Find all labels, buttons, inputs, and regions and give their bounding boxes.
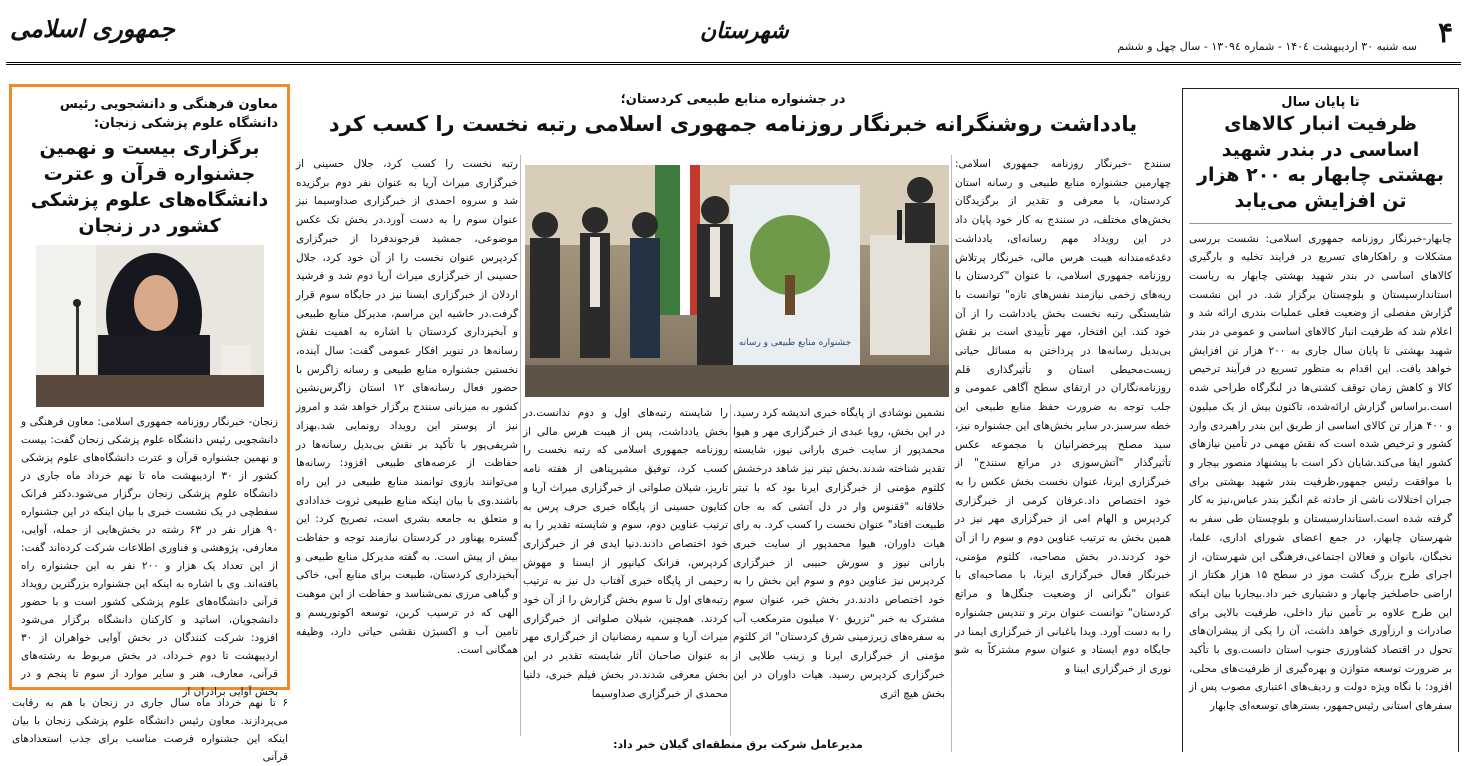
page-number: ۴ bbox=[1437, 16, 1453, 49]
right-article-headline: ظرفیت انبار کالاهای اساسی در بندر شهید بهشتی چابهار به ۲۰۰ هزار تن افزایش می‌یابد bbox=[1197, 113, 1444, 212]
center-article-column-2: نشمین نوشادی از پایگاه خبری اندیشه کرد رسید. در این بخش، رویا عبدی از خبرگزاری مهر و هیوا محمدپور از سایت خبری بارانی نیوز، شایسته تقدیر شناخته شدند.بخش تیتر نیز شاهد درخشش کلثوم مؤمنی از خبرگزاری ایرنا بود که با تیتر خلاقانه "ققنوس وار در دل آتشی که به جان طبیعت افتاد" عنوان نخست را کسب کرد. به رای هیات داوران، هیوا محمدپور از سایت خبری بارانی نیوز و سورش حبیبی از خبرگزاری کردپرس نیز عناوین دوم و سوم این بخش را به خود اختصاص دادند.در بخش خبر، عنوان سوم مشترک به خبر "تزریق ۷۰ میلیون مترمکعب آب به سفره‌های زیرزمینی شرق کردستان" اثر کلثوم مؤمنی از خبرگزاری ایرنا و زینب طلایی از خبرگزاری کردپرس رسید. هیات داوران در این بخش هیچ اثری bbox=[733, 407, 945, 700]
portrait-photo bbox=[36, 245, 264, 407]
center-article-column-1: سنندج -خبرنگار روزنامه جمهوری اسلامی: چهارمین جشنواره منابع طبیعی و رسانه استان کردستان، با معرفی و تقدیر از برگزیدگان بخش‌های مختلف، در سنندج به کار خود پایان داد در این رویداد مهم رسانه‌ای، یادداشت دغدغه‌مندانه هیبت هرس مالی، خبرنگار پرتلاش روزنامه جمهوری اسلامی، با عنوان "کردستان با ریه‌های زخمی نیازمند نفس‌های تازه" توانست با شایستگی رتبه نخست بخش یادداشت را از آن خود کند. این افتخار، مهر تأییدی است بر نقش بی‌بدیل رسانه‌ها در پرداختن به مسائل حیاتی زیست‌محیطی استان و تأثیرگذاری قلم روزنامه‌نگاران در ارتقای سطح آگاهی عمومی و جلب توجه به ضرورت حفظ منابع طبیعی این خطه سرسبز.در سایر بخش‌های این جشنواره نیز، سید مصلح پیرخضرانیان با مجموعه عکس تأثیرگذار "آتش‌سوزی در مراتع سنندج" از خبرگزاری ایرنا، عنوان نخست بخش عکس را به خود اختصاص داد.عرفان کرمی از خبرگزاری کردپرس و الهام امی از خبرگزاری مهر نیز در همین بخش به ترتیب عناوین دوم و سوم را از آن خود کردند.در بخش مصاحبه، کلثوم مؤمنی، خبرنگار فعال خبرگزاری ایرنا، با مصاحبه‌ای با عنوان "نگرانی از وضعیت جنگل‌ها و مراتع کردستان" توانست عنوان برتر و تندیس جشنواره را به دست آورد. ویدا باغبانی از خبرگزاری ایمنا در جایگاه دوم ایستاد و عنوان سوم مشترکاً به شو نوری از خبرگزاری ایبنا و bbox=[955, 158, 1171, 675]
left-article-body: زنجان- خبرنگار روزنامه جمهوری اسلامی: معاون فرهنگی و دانشجویی رئیس دانشگاه علوم پزشکی زنجان گفت: بیست و نهمین جشنواره قرآن و عترت دانشگاه‌های علوم پزشکی کشور از ۳۰ اردیبهشت ماه تا نهم خرداد ماه جاری در دانشگاه علوم پزشکی زنجان برگزار می‌شود.دکتر فرانک سفطچی در یک نشست خبری با بیان اینکه در این جشنواره ۹۰ هزار نفر در ۶۳ رشته در بخش‌هایی از جمله، آوایی، معارفی، پژوهشی و فناوری اطلاعات شرکت کرده‌اند گفت: از این تعداد یک هزار و ۲۰۰ نفر به این جشنواره راه یافته‌اند. وی با اشاره به اینکه این جشنواره بزرگترین رویداد قرآنی دانشگاه‌های علوم پزشکی کشور است و با حضور دانشجویان، اساتید و کارکنان دانشگاه برگزار می‌شود افزود: شرکت کنندگان در بخش آوایی خواهران از ۳۰ اردیبهشت تا دوم خـرداد، در بخش مربوط به رشته‌های قرآنی، معارف، هنر و سایر موارد از سوم تا پنجم و در بخش آوایی برادران از bbox=[21, 416, 278, 698]
left-boxed-article bbox=[9, 84, 290, 698]
bottom-article-subhead: مدیرعامل شرکت برق منطقه‌ای گیلان خبر داد: bbox=[613, 738, 863, 751]
column-divider bbox=[951, 155, 952, 752]
center-article-supertitle: در جشنواره منابع طبیعی کردستان؛ bbox=[620, 92, 846, 107]
column-divider bbox=[520, 155, 521, 736]
left-article-supertitle: معاون فرهنگی و دانشجویی رئیس دانشگاه علوم پزشکی زنجان: bbox=[59, 97, 278, 131]
divider bbox=[1189, 223, 1452, 224]
right-article-body: چابهار-خبرنگار روزنامه جمهوری اسلامی: نشست بررسی مشکلات و راهکارهای تسریع در فرایند تخلیه و بارگیری کالاهای اساسی در بندر شهید بهشتی چابهار به ریاست استاندارسیستان و بلوچستان برگزار شد. در این نشست گزارش مفصلی از وضعیت فعلی عملیات بندری ارائه شد و اعلام شد که ظرفیت انبار کالاهای اساسی و عمومی در بندر شهید بهشتی تا پایان سال جاری به ۲۰۰ هزار تن افزایش خواهد یافت. این اقدام به منظور تسریع در فرآیند ترخیص کالا و کاهش زمان توقف کشتی‌ها در لنگرگاه طراحی شده است.براساس گزارش ارائه‌شده، تاکنون بیش از یک میلیون و ۴۰۰ هزار تن کالای اساسی از طریق این بندر راهبردی وارد کشور و ترخیص شده است که نقش مهمی در تأمین نیازهای کشور ایفا می‌کند.شایان ذکر است با پیشنهاد منصور بیجار و با موافقت رئیس جمهور،ظرفیت بندر شهید بهشتی برای جبران اختلالات ناشی از حادثه غم انگیز بندر عباس،نیز به کار گرفته شده است.استاندارسیستان و بلوچستان طی سفر به شهرستان چابهار، در جمع اعضای شورای اداری، علما، نخبگان، بانوان و فعالان اجتماعی،فرهنگی این شهرستان، از اجرای طرح بزرگ کشت موز در سطح ۱۵ هزار هکتار از اراضی حاصلخیز چابهار و دشتیاری خبر داد.بیجاربا بیان اینکه این طرح علاوه بر تأمین نیاز داخلی، ظرفیت بالایی برای صادرات و ارزآوری خواهد داشت، آن را یکی از پیشران‌های تحول در اقتصاد کشاورزی جنوب استان دانست.وی با تأکید بر ضرورت توسعه متوازن و بهره‌گیری از ظرفیت‌های محلی، افزود: با نگاه ویژه دولت و ردیف‌های اعتباری مصوب پس از سفرهای استانی رئیس‌جمهور، بسترهای توسعه‌ای چابهار bbox=[1189, 232, 1453, 713]
masthead bbox=[0, 0, 1467, 64]
date-line: سه شنبه ۳۰ اردیبهشت ۱۴۰٤ - شماره ۱۳۰۹٤ - سال چهل و ششم bbox=[1117, 40, 1417, 53]
photo-banner-text: جشنواره منابع طبیعی و رسانه bbox=[738, 338, 852, 348]
award-ceremony-photo bbox=[525, 165, 949, 397]
column-divider bbox=[730, 404, 731, 736]
right-article bbox=[1182, 88, 1459, 752]
left-article-headline: برگزاری بیست و نهمین جشنواره قرآن و عترت دانشگاه‌های علوم پزشکی کشور در زنجان bbox=[30, 137, 269, 237]
center-article-column-4: رتبه نخست را کسب کرد، جلال حسینی از خبرگزاری میراث آریا به عنوان نفر دوم برگزیده شد و سروه احمدی از خبرگزاری صداوسیما نیز عنوان سوم را به دست آورد.در بخش تک عکس موضوعی، جمشید فرجوندفردا از خبرگزاری کردپرس عنوان نخست را از آن خود کرد، جلال حسینی از خبرگزاری میراث آریا دوم شد و فرشید اردلان از خبرگزاری ایسنا نیز در جایگاه سوم قرار گرفت.در حاشیه این مراسم، مدیرکل منابع طبیعی و آبخیزداری کردستان با اشاره به اهمیت نقش رسانه‌ها در تنویر افکار عمومی گفت: سال آینده، نخستین جشنواره منابع طبیعی و رسانه زاگرس با حضور فعال رسانه‌های ۱۲ استان زاگرس‌نشین کشور به میزبانی سنندج برگزار خواهد شد و امروز نیز از پوستر این رویداد رونمایی شد.بهزاد شریفی‌پور با تأکید بر نقش بی‌بدیل رسانه‌ها در حفاظت از عرصه‌های طبیعی افزود: رسانه‌ها می‌توانند بازوی توانمند منابع طبیعی در این راه باشند.وی با بیان اینکه منابع طبیعی ثروت خدادادی و متعلق به جامعه بشری است، تصریح کرد: این گستره پهناور در کردستان نیازمند توجه و حفاظت بیش از پیش است. به گفته مدیرکل منابع طبیعی و آبخیزداری کردستان، طبیعت برای منابع آبی، خاکی و گیاهی مرزی نمی‌شناسد و حفاظت از این موهبت الهی که در ترسیب کربن، توسعه اکوتوریسم و تامین آب و اکسیژن نقشی حیاتی دارد، وظیفه همگانی است. bbox=[296, 158, 518, 657]
right-article-supertitle: تا پایان سال bbox=[1281, 95, 1360, 110]
newspaper-logo: جمهوری اسلامی bbox=[10, 14, 175, 43]
center-article-headline: یادداشت روشنگرانه خبرنگار روزنامه جمهوری اسلامی رتبه نخست را کسب کرد bbox=[328, 112, 1138, 136]
left-article-continuation: ۶ تا نهم خرداد ماه سال جاری در زنجان با هم به رقابت می‌پردازند. معاون رئیس دانشگاه علوم پزشکی زنجان با بیان اینکه این جشنواره فرصت مناسب برای جذب استعدادهای قرآنی bbox=[12, 697, 288, 763]
section-title: شهرستان bbox=[700, 18, 789, 44]
center-article-column-3: را شایسته رتبه‌های اول و دوم ندانست.در بخش یادداشت، پس از هیبت هرس مالی از روزنامه جمهوری اسلامی که رتبه نخست را کسب کرد، توفیق مشیرپناهی از هفته نامه تاریز، شیلان صلواتی از خبرگزاری میراث آریا و کتایون حسینی از پایگاه خبری حرف پرس به ترتیب عناوین دوم، سوم و شایسته تقدیر را به خود اختصاص دادند.دنیا ایدی فر از خبرگزاری کردپرس، فرانک کیانپور از ایسنا و مهوش رحیمی از پایگاه خبری آفتاب دل نیز به ترتیب رتبه‌های اول تا سوم بخش گزارش را از آن خود کردند. همچنین، شیلان صلواتی از خبرگزاری میراث آریا و سمیه رمضانیان از خبرگزاری مهر به عنوان صاحبان آثار شایسته تقدیر در این بخش معرفی شدند.در بخش فیلم خبری، دلنیا محمدی از خبرگزاری صداوسیما bbox=[523, 407, 728, 700]
masthead-rule bbox=[6, 62, 1461, 65]
